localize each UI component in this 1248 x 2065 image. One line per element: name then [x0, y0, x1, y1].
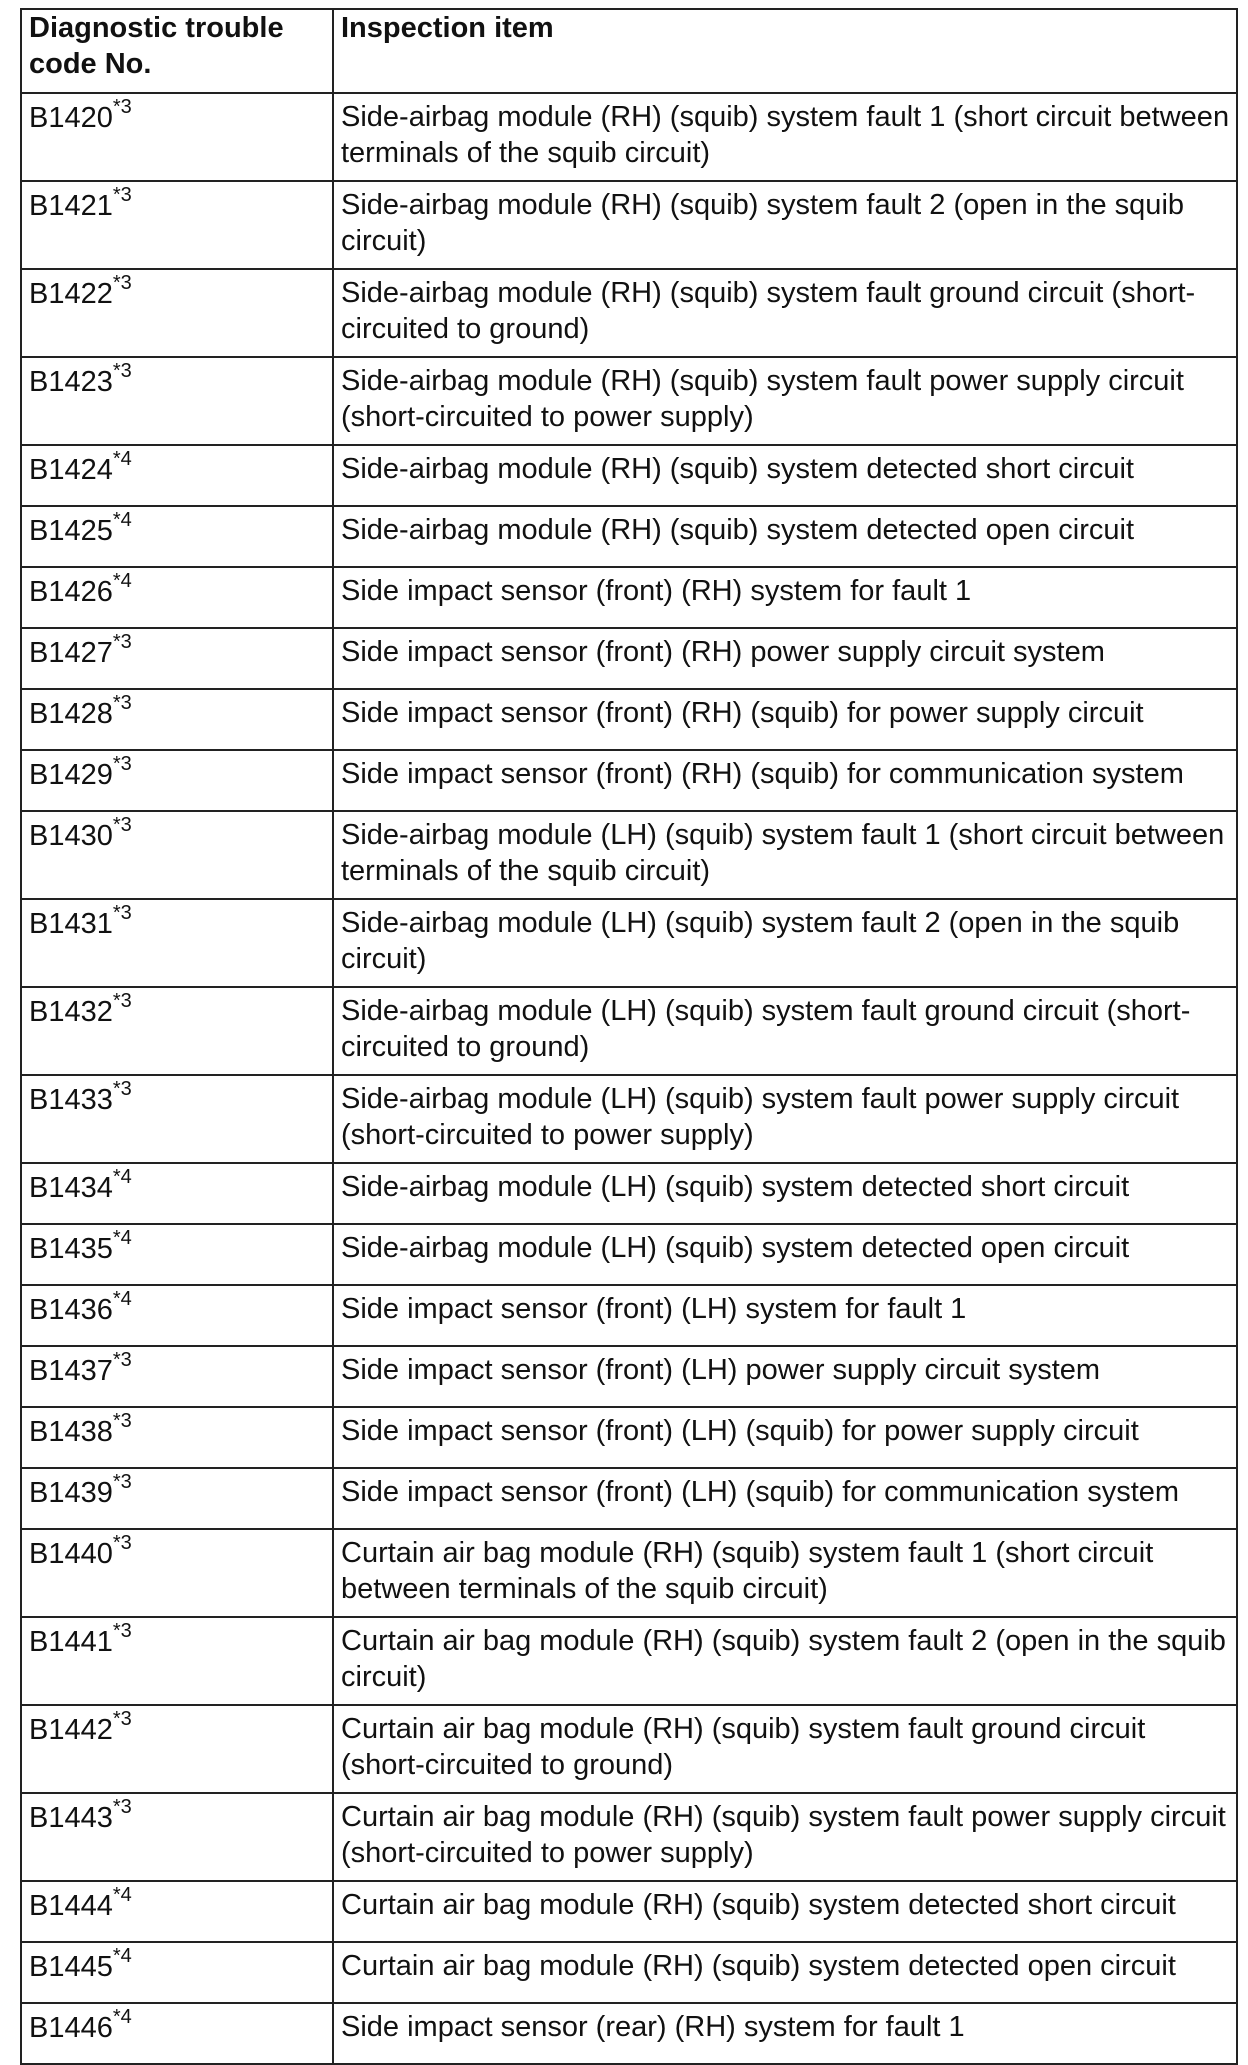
- table-row: [21, 567, 1237, 628]
- table-row: [21, 181, 1237, 269]
- footnote-marker: *3: [112, 631, 132, 654]
- table-row: [21, 1163, 1237, 1224]
- footnote-marker: *3: [112, 753, 132, 776]
- table-row: [21, 1942, 1237, 2003]
- footnote-marker: *3: [112, 1708, 132, 1731]
- dtc-code: B1439: [29, 1477, 113, 1509]
- footnote-marker: *4: [112, 1945, 132, 1968]
- footnote-marker: *4: [112, 1166, 132, 1189]
- dtc-code-cell: [21, 750, 333, 811]
- footnote-marker: *4: [112, 2006, 132, 2029]
- dtc-code-cell: [21, 1285, 333, 1346]
- footnote-marker: *3: [112, 990, 132, 1013]
- inspection-item: Side impact sensor (front) (LH) power supply circuit system: [333, 1346, 1237, 1407]
- footnote-marker: *4: [112, 509, 132, 532]
- footnote-marker: *3: [112, 902, 132, 925]
- dtc-code-cell: [21, 1617, 333, 1705]
- header-code: Diagnostic trouble code No.: [21, 9, 333, 93]
- footnote-marker: *3: [112, 1349, 132, 1372]
- dtc-code: B1426: [29, 576, 113, 608]
- inspection-item: Side-airbag module (RH) (squib) system fault 2 (open in the squib circuit): [333, 181, 1237, 269]
- footnote-marker: *3: [112, 1410, 132, 1433]
- dtc-code: B1434: [29, 1172, 113, 1204]
- inspection-item: Side impact sensor (front) (RH) system for fault 1: [333, 567, 1237, 628]
- dtc-code-cell: [21, 628, 333, 689]
- inspection-item: Side-airbag module (LH) (squib) system fault power supply circuit (short-circuited to power supply): [333, 1075, 1237, 1163]
- dtc-code-cell: [21, 1407, 333, 1468]
- dtc-code: B1429: [29, 759, 113, 791]
- table-row: [21, 811, 1237, 899]
- footnote-marker: *4: [112, 1288, 132, 1311]
- dtc-code: B1421: [29, 190, 113, 222]
- inspection-item: Side impact sensor (front) (RH) (squib) for power supply circuit: [333, 689, 1237, 750]
- table-row: [21, 1075, 1237, 1163]
- table-row: [21, 1705, 1237, 1793]
- table-row: [21, 628, 1237, 689]
- inspection-item: Side-airbag module (LH) (squib) system detected open circuit: [333, 1224, 1237, 1285]
- inspection-item: Side-airbag module (RH) (squib) system fault 1 (short circuit between terminals of the squib circuit): [333, 93, 1237, 181]
- footnote-marker: *4: [112, 1884, 132, 1907]
- inspection-item: Side-airbag module (RH) (squib) system detected open circuit: [333, 506, 1237, 567]
- dtc-code-cell: [21, 269, 333, 357]
- table-body: [21, 93, 1237, 2064]
- table-row: [21, 987, 1237, 1075]
- inspection-item: Side-airbag module (LH) (squib) system detected short circuit: [333, 1163, 1237, 1224]
- header-item: Inspection item: [333, 9, 1237, 93]
- inspection-item: Side impact sensor (front) (LH) (squib) for power supply circuit: [333, 1407, 1237, 1468]
- dtc-code: B1442: [29, 1714, 113, 1746]
- dtc-code: B1423: [29, 366, 113, 398]
- footnote-marker: *3: [112, 272, 132, 295]
- inspection-item: Curtain air bag module (RH) (squib) system detected short circuit: [333, 1881, 1237, 1942]
- inspection-item: Curtain air bag module (RH) (squib) system fault 1 (short circuit between terminals of the squib circuit): [333, 1529, 1237, 1617]
- inspection-item: Curtain air bag module (RH) (squib) system fault ground circuit (short-circuited to ground): [333, 1705, 1237, 1793]
- inspection-item: Side-airbag module (LH) (squib) system fault 1 (short circuit between terminals of the squib circuit): [333, 811, 1237, 899]
- table-row: [21, 93, 1237, 181]
- table-row: [21, 1285, 1237, 1346]
- dtc-code-cell: [21, 1163, 333, 1224]
- dtc-code: B1433: [29, 1084, 113, 1116]
- table-row: [21, 689, 1237, 750]
- footnote-marker: *3: [112, 1620, 132, 1643]
- dtc-code-cell: [21, 1705, 333, 1793]
- footnote-marker: *3: [112, 184, 132, 207]
- dtc-code-cell: [21, 1881, 333, 1942]
- dtc-code: B1441: [29, 1626, 113, 1658]
- table-row: [21, 2003, 1237, 2064]
- dtc-code-cell: [21, 445, 333, 506]
- dtc-code-cell: [21, 1942, 333, 2003]
- dtc-code: B1425: [29, 515, 113, 547]
- footnote-marker: *3: [112, 1796, 132, 1819]
- dtc-code-cell: [21, 2003, 333, 2064]
- inspection-item: Side impact sensor (front) (LH) (squib) for communication system: [333, 1468, 1237, 1529]
- dtc-code-cell: [21, 1346, 333, 1407]
- dtc-code-cell: [21, 1793, 333, 1881]
- table-row: [21, 506, 1237, 567]
- inspection-item: Side impact sensor (front) (RH) power supply circuit system: [333, 628, 1237, 689]
- table-row: [21, 1407, 1237, 1468]
- inspection-item: Side impact sensor (front) (RH) (squib) for communication system: [333, 750, 1237, 811]
- table-row: [21, 1617, 1237, 1705]
- dtc-code: B1436: [29, 1294, 113, 1326]
- table-row: [21, 1346, 1237, 1407]
- table-header-row: [21, 9, 1237, 93]
- table-row: [21, 1793, 1237, 1881]
- table-row: [21, 1529, 1237, 1617]
- table-row: [21, 269, 1237, 357]
- table-row: [21, 1468, 1237, 1529]
- inspection-item: Curtain air bag module (RH) (squib) system detected open circuit: [333, 1942, 1237, 2003]
- dtc-code-cell: [21, 811, 333, 899]
- table-row: [21, 1224, 1237, 1285]
- dtc-code-cell: [21, 1075, 333, 1163]
- dtc-code-cell: [21, 689, 333, 750]
- footnote-marker: *3: [112, 96, 132, 119]
- footnote-marker: *3: [112, 1078, 132, 1101]
- footnote-marker: *3: [112, 692, 132, 715]
- dtc-code: B1427: [29, 637, 113, 669]
- dtc-code: B1432: [29, 996, 113, 1028]
- inspection-item: Side impact sensor (front) (LH) system for fault 1: [333, 1285, 1237, 1346]
- table-row: [21, 750, 1237, 811]
- dtc-code: B1444: [29, 1890, 113, 1922]
- footnote-marker: *3: [112, 1471, 132, 1494]
- footnote-marker: *3: [112, 814, 132, 837]
- dtc-code-cell: [21, 181, 333, 269]
- table-row: [21, 357, 1237, 445]
- dtc-code: B1431: [29, 908, 113, 940]
- dtc-code-cell: [21, 1529, 333, 1617]
- footnote-marker: *3: [112, 360, 132, 383]
- footnote-marker: *4: [112, 1227, 132, 1250]
- dtc-code-cell: [21, 899, 333, 987]
- dtc-code-cell: [21, 506, 333, 567]
- dtc-code-cell: [21, 987, 333, 1075]
- dtc-code: B1443: [29, 1802, 113, 1834]
- inspection-item: Side impact sensor (rear) (RH) system for fault 1: [333, 2003, 1237, 2064]
- dtc-code: B1445: [29, 1951, 113, 1983]
- footnote-marker: *4: [112, 570, 132, 593]
- dtc-code-cell: [21, 93, 333, 181]
- inspection-item: Side-airbag module (RH) (squib) system fault ground circuit (short-circuited to ground): [333, 269, 1237, 357]
- table-row: [21, 445, 1237, 506]
- dtc-code-cell: [21, 567, 333, 628]
- inspection-item: Side-airbag module (LH) (squib) system fault 2 (open in the squib circuit): [333, 899, 1237, 987]
- dtc-code-cell: [21, 1224, 333, 1285]
- footnote-marker: *3: [112, 1532, 132, 1555]
- dtc-table: [20, 8, 1238, 2065]
- inspection-item: Side-airbag module (LH) (squib) system fault ground circuit (short-circuited to ground): [333, 987, 1237, 1075]
- dtc-code: B1440: [29, 1538, 113, 1570]
- dtc-code: B1424: [29, 454, 113, 486]
- dtc-code: B1428: [29, 698, 113, 730]
- inspection-item: Curtain air bag module (RH) (squib) system fault power supply circuit (short-circuited to power supply): [333, 1793, 1237, 1881]
- dtc-code-cell: [21, 1468, 333, 1529]
- table-row: [21, 1881, 1237, 1942]
- inspection-item: Side-airbag module (RH) (squib) system detected short circuit: [333, 445, 1237, 506]
- inspection-item: Curtain air bag module (RH) (squib) system fault 2 (open in the squib circuit): [333, 1617, 1237, 1705]
- dtc-code-cell: [21, 357, 333, 445]
- dtc-code: B1437: [29, 1355, 113, 1387]
- table-row: [21, 899, 1237, 987]
- dtc-code: B1435: [29, 1233, 113, 1265]
- dtc-code: B1420: [29, 102, 113, 134]
- dtc-code: B1422: [29, 278, 113, 310]
- dtc-code: B1438: [29, 1416, 113, 1448]
- dtc-code: B1446: [29, 2012, 113, 2044]
- footnote-marker: *4: [112, 448, 132, 471]
- inspection-item: Side-airbag module (RH) (squib) system fault power supply circuit (short-circuited to power supply): [333, 357, 1237, 445]
- dtc-code: B1430: [29, 820, 113, 852]
